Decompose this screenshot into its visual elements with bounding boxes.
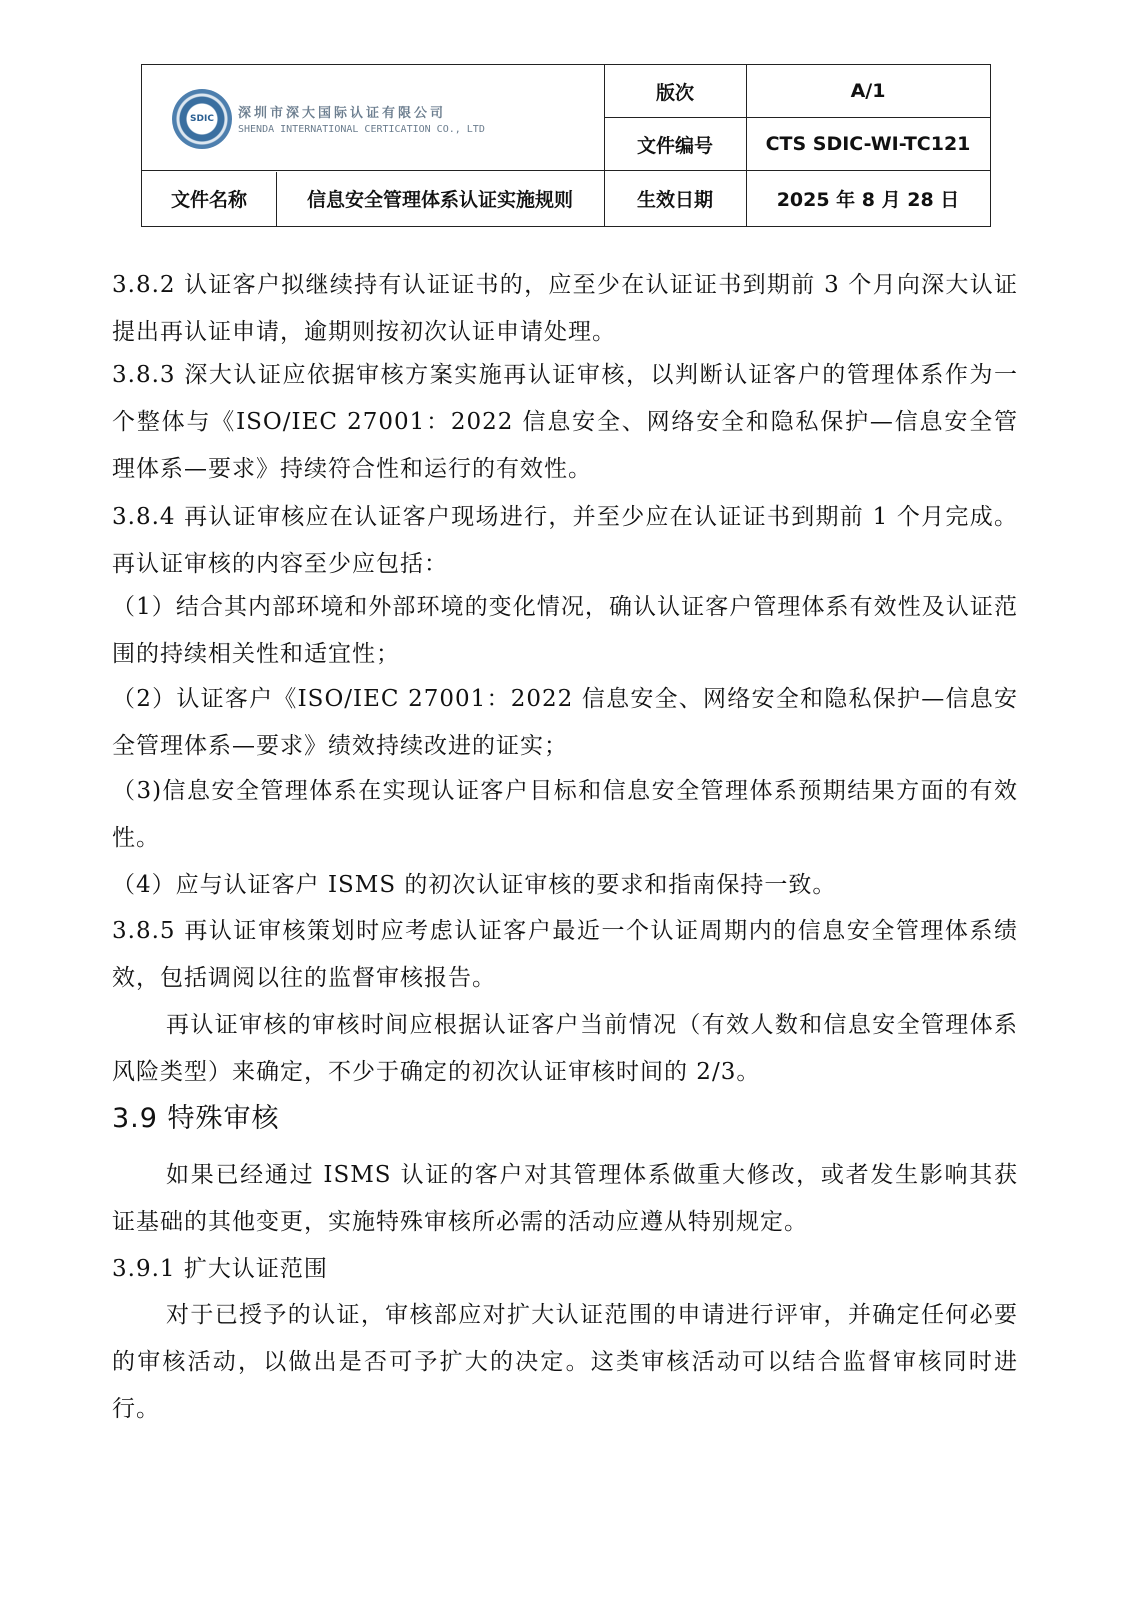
document-header-table — [141, 64, 991, 227]
doc-number-label: 文件编号 — [636, 134, 713, 157]
list-item-2: （2）认证客户《ISO/IEC 27001：2022 信息安全、网络安全和隐私保护—信息安全管理体系—要求》绩效持续改进的证实； — [112, 686, 1018, 759]
paragraph-3-9: 如果已经通过 ISMS 认证的客户对其管理体系做重大修改，或者发生影响其获证基础的其他变更，实施特殊审核所必需的活动应遵从特别规定。 — [112, 1162, 1018, 1235]
list-item-1: （1）结合其内部环境和外部环境的变化情况，确认认证客户管理体系有效性及认证范围的持续相关性和适宜性； — [112, 594, 1018, 667]
paragraph-3-8-5: 3.8.5 再认证审核策划时应考虑认证客户最近一个认证周期内的信息安全管理体系绩效，包括调阅以往的监督审核报告。 — [112, 918, 1018, 991]
version-label: 版次 — [655, 81, 694, 104]
subsection-title-3-9-1: 3.9.1 扩大认证范围 — [112, 1256, 328, 1282]
version-value: A/1 — [850, 80, 886, 102]
paragraph-3-8-3: 3.8.3 深大认证应依据审核方案实施再认证审核，以判断认证客户的管理体系作为一个整体与《ISO/IEC 27001：2022 信息安全、网络安全和隐私保护—信息安全管理体系—要求》持续符合性和运行的有效性。 — [112, 362, 1018, 482]
company-logo-block — [142, 65, 604, 172]
doc-number-value: CTS SDIC-WI-TC121 — [765, 133, 971, 155]
list-item-4: （4）应与认证客户 ISMS 的初次认证审核的要求和指南保持一致。 — [112, 872, 837, 898]
logo-mark-text: SDIC — [190, 113, 214, 124]
doc-name-label: 文件名称 — [170, 188, 247, 211]
paragraph-3-8-2: 3.8.2 认证客户拟继续持有认证证书的，应至少在认证证书到期前 3 个月向深大认证提出再认证申请，逾期则按初次认证申请处理。 — [112, 272, 1018, 345]
paragraph-3-9-1: 对于已授予的认证，审核部应对扩大认证范围的申请进行评审，并确定任何必要的审核活动，以做出是否可予扩大的决定。这类审核活动可以结合监督审核同时进行。 — [112, 1302, 1018, 1422]
company-name-en: SHENDA INTERNATIONAL CERTICATION CO., LTD — [238, 124, 485, 135]
effective-date-value: 2025 年 8 月 28 日 — [776, 188, 960, 211]
paragraph-audit-time: 再认证审核的审核时间应根据认证客户当前情况（有效人数和信息安全管理体系风险类型）来确定，不少于确定的初次认证审核时间的 2/3。 — [112, 1012, 1018, 1085]
company-name-cn: 深圳市深大国际认证有限公司 — [238, 106, 447, 121]
list-item-3: （3)信息安全管理体系在实现认证客户目标和信息安全管理体系预期结果方面的有效性。 — [112, 778, 1018, 851]
effective-date-label: 生效日期 — [636, 188, 713, 211]
company-logo-icon — [172, 89, 232, 149]
paragraph-3-8-4: 3.8.4 再认证审核应在认证客户现场进行，并至少应在认证证书到期前 1 个月完成。再认证审核的内容至少应包括： — [112, 504, 1018, 577]
section-title-3-9: 3.9 特殊审核 — [112, 1103, 280, 1134]
doc-name-value: 信息安全管理体系认证实施规则 — [306, 188, 573, 211]
